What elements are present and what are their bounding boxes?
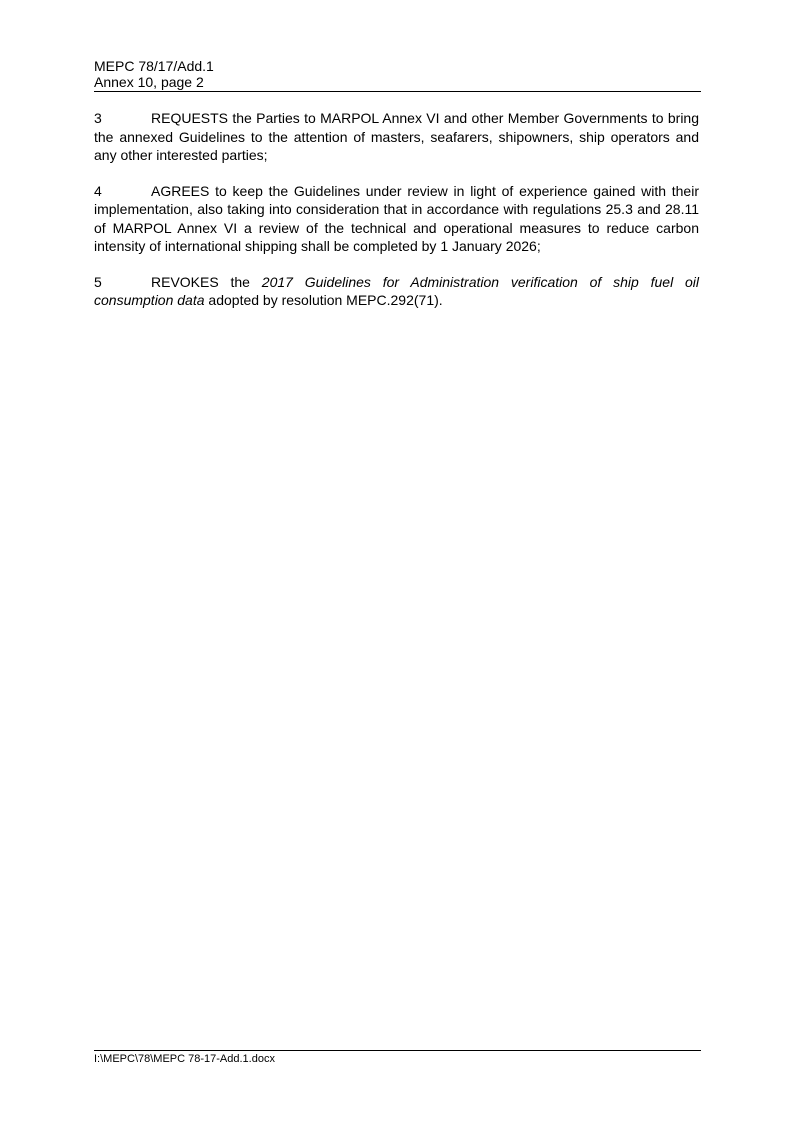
paragraph-4: [94, 182, 699, 256]
paragraph-text-tail: adopted by resolution MEPC.292(71).: [204, 292, 443, 308]
page-header: [94, 58, 701, 92]
guidelines-title: 2017 Guidelines for Administration verification of ship fuel oil consumption data: [94, 273, 699, 308]
paragraph-text: AGREES to keep the Guidelines under review in light of experience gained with their implementation, also taking into consideration that in accordance with regulations 25.3 and 28.11 of MARPOL Annex VI a review of the technical and operational measures to reduce carbon intensity of international shipping shall be completed by 1 January 2026;: [94, 182, 699, 254]
page-footer: [94, 1050, 701, 1066]
paragraph-5: [94, 273, 699, 310]
paragraph-text-lead: REVOKES the: [151, 273, 262, 290]
paragraph-text: REQUESTS the Parties to MARPOL Annex VI and other Member Governments to bring the annexed Guidelines to the attention of masters, seafarers, shipowners, ship operators and any other interested parties;: [94, 110, 699, 163]
document-body: [94, 109, 699, 327]
paragraph-3: [94, 109, 699, 165]
file-path: I:\MEPC\78\MEPC 78-17-Add.1.docx: [94, 1053, 275, 1065]
paragraph-number: 4: [94, 182, 102, 199]
paragraph-number: 5: [94, 273, 102, 290]
paragraph-number: 3: [94, 110, 102, 126]
page-reference: Annex 10, page 2: [94, 74, 204, 90]
document-reference: MEPC 78/17/Add.1: [94, 58, 214, 74]
